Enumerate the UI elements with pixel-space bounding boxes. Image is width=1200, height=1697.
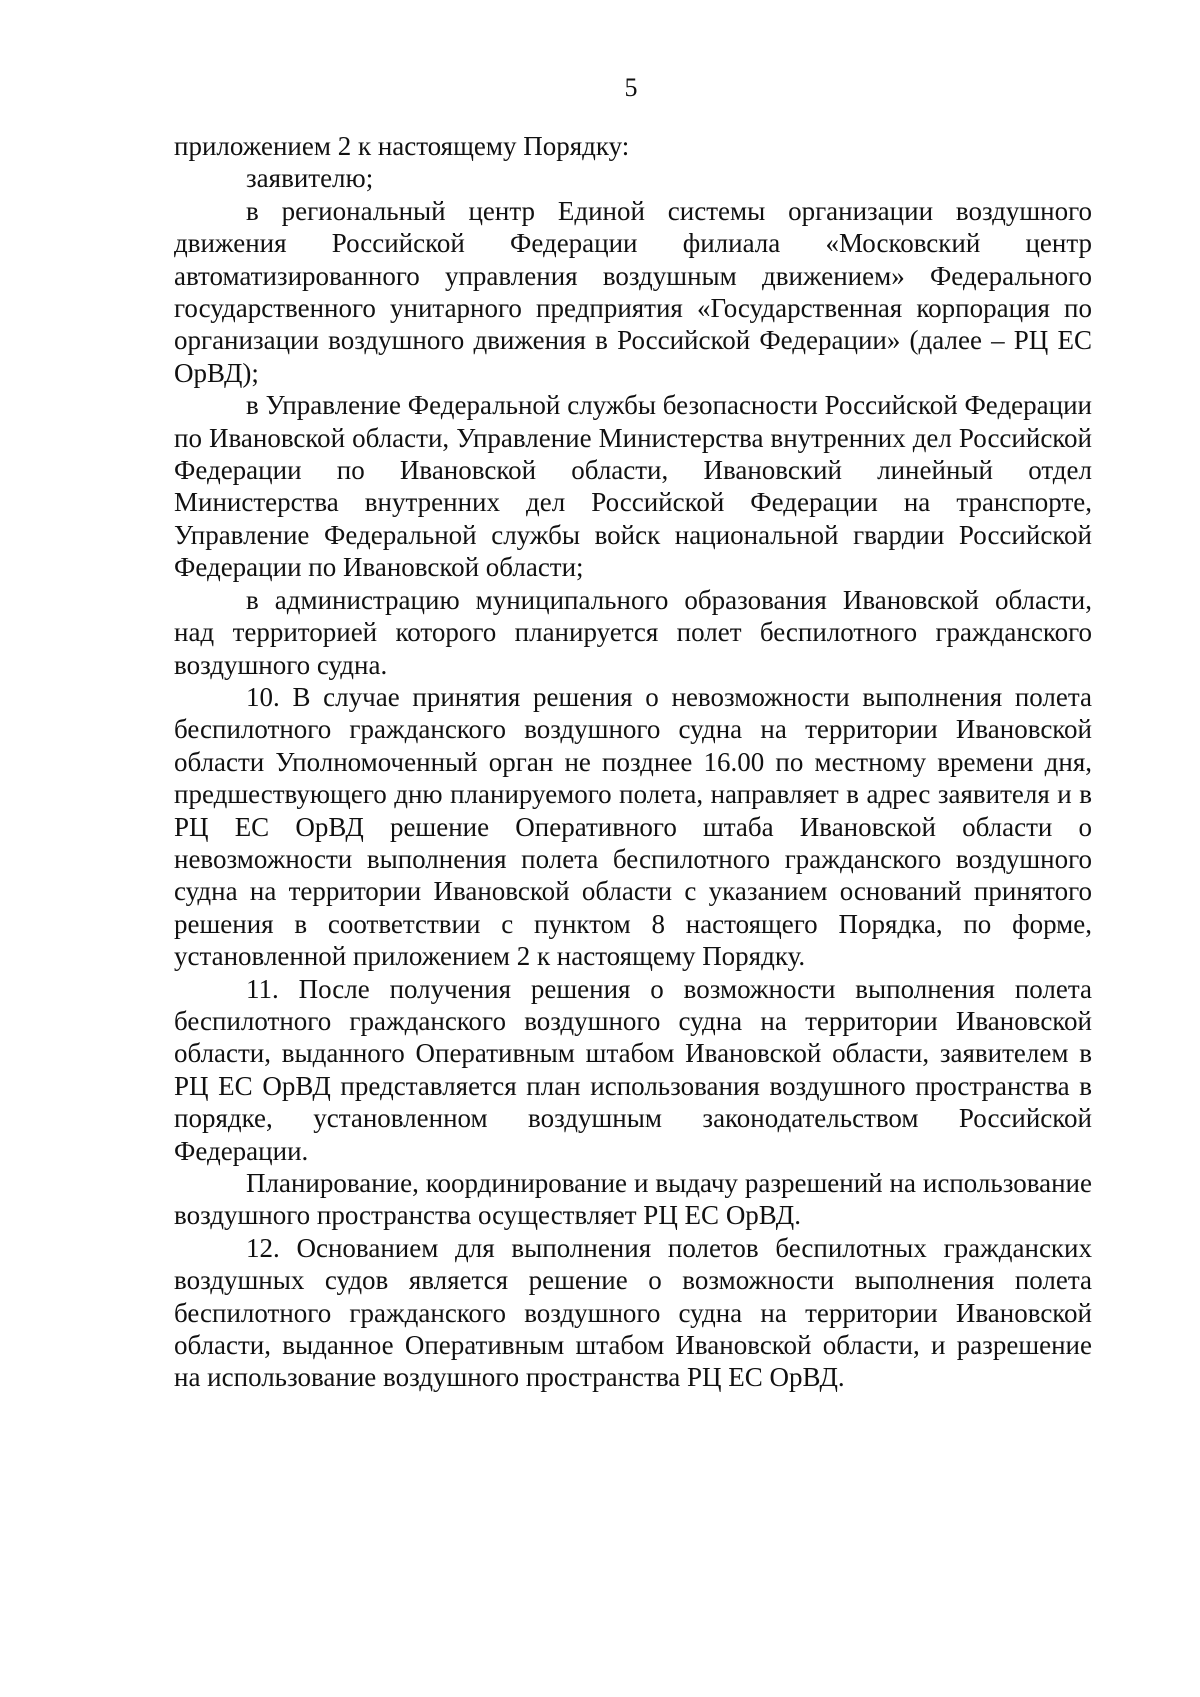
paragraph-item-10: 10. В случае принятия решения о невозможности выполнения полета беспилотного гражданского воздушного судна на территории Ивановской области Уполномоченный орган не позднее 16.00 по местному времени дня, предшествующего дню планируемого полета, направляет в адрес заявителя и в РЦ ЕС ОрВД решение Оперативного штаба Ивановской области о невозможности выполнения полета беспилотного гражданского воздушного судна на территории Ивановской области с указанием оснований принятого решения в соответствии с пунктом 8 настоящего Порядка, по форме, установленной приложением 2 к настоящему Порядку. <box>174 681 1092 972</box>
page-number: 5 <box>624 73 638 102</box>
document-body <box>174 130 1092 1394</box>
paragraph-recipient-municipality: в администрацию муниципального образования Ивановской области, над территорией которого планируется полет беспилотного гражданского воздушного судна. <box>174 584 1092 680</box>
paragraph-recipient-agencies: в Управление Федеральной службы безопасности Российской Федерации по Ивановской области, Управление Министерства внутренних дел Российской Федерации по Ивановской области, Ивановский линейный отдел Министерства внутренних дел Российской Федерации на транспорте, Управление Федеральной службы войск национальной гвардии Российской Федерации по Ивановской области; <box>174 390 1092 583</box>
paragraph-recipient-applicant: заявителю; <box>246 163 374 194</box>
paragraph-item-12: 12. Основанием для выполнения полетов беспилотных гражданских воздушных судов является решение о возможности выполнения полета беспилотного гражданского воздушного судна на территории Ивановской области, выданное Оперативным штабом Ивановской области, и разрешение на использование воздушного пространства РЦ ЕС ОрВД. <box>174 1232 1092 1393</box>
paragraph-item-11: 11. После получения решения о возможности выполнения полета беспилотного гражданского воздушного судна на территории Ивановской области, выданного Оперативным штабом Ивановской области, заявителем в РЦ ЕС ОрВД представляется план использования воздушного пространства в порядке, установленном воздушным законодательством Российской Федерации. <box>174 973 1092 1166</box>
paragraph-planning: Планирование, координирование и выдачу разрешений на использование воздушного пространства осуществляет РЦ ЕС ОрВД. <box>174 1168 1092 1231</box>
paragraph-recipient-rc-es-orvd: в региональный центр Единой системы организации воздушного движения Российской Федерации филиала «Московский центр автоматизированного управления воздушным движением» Федерального государственного унитарного предприятия «Государственная корпорация по организации воздушного движения в Российской Федерации» (далее – РЦ ЕС ОрВД); <box>174 195 1092 388</box>
paragraph-continuation: приложением 2 к настоящему Порядку: <box>174 131 630 161</box>
